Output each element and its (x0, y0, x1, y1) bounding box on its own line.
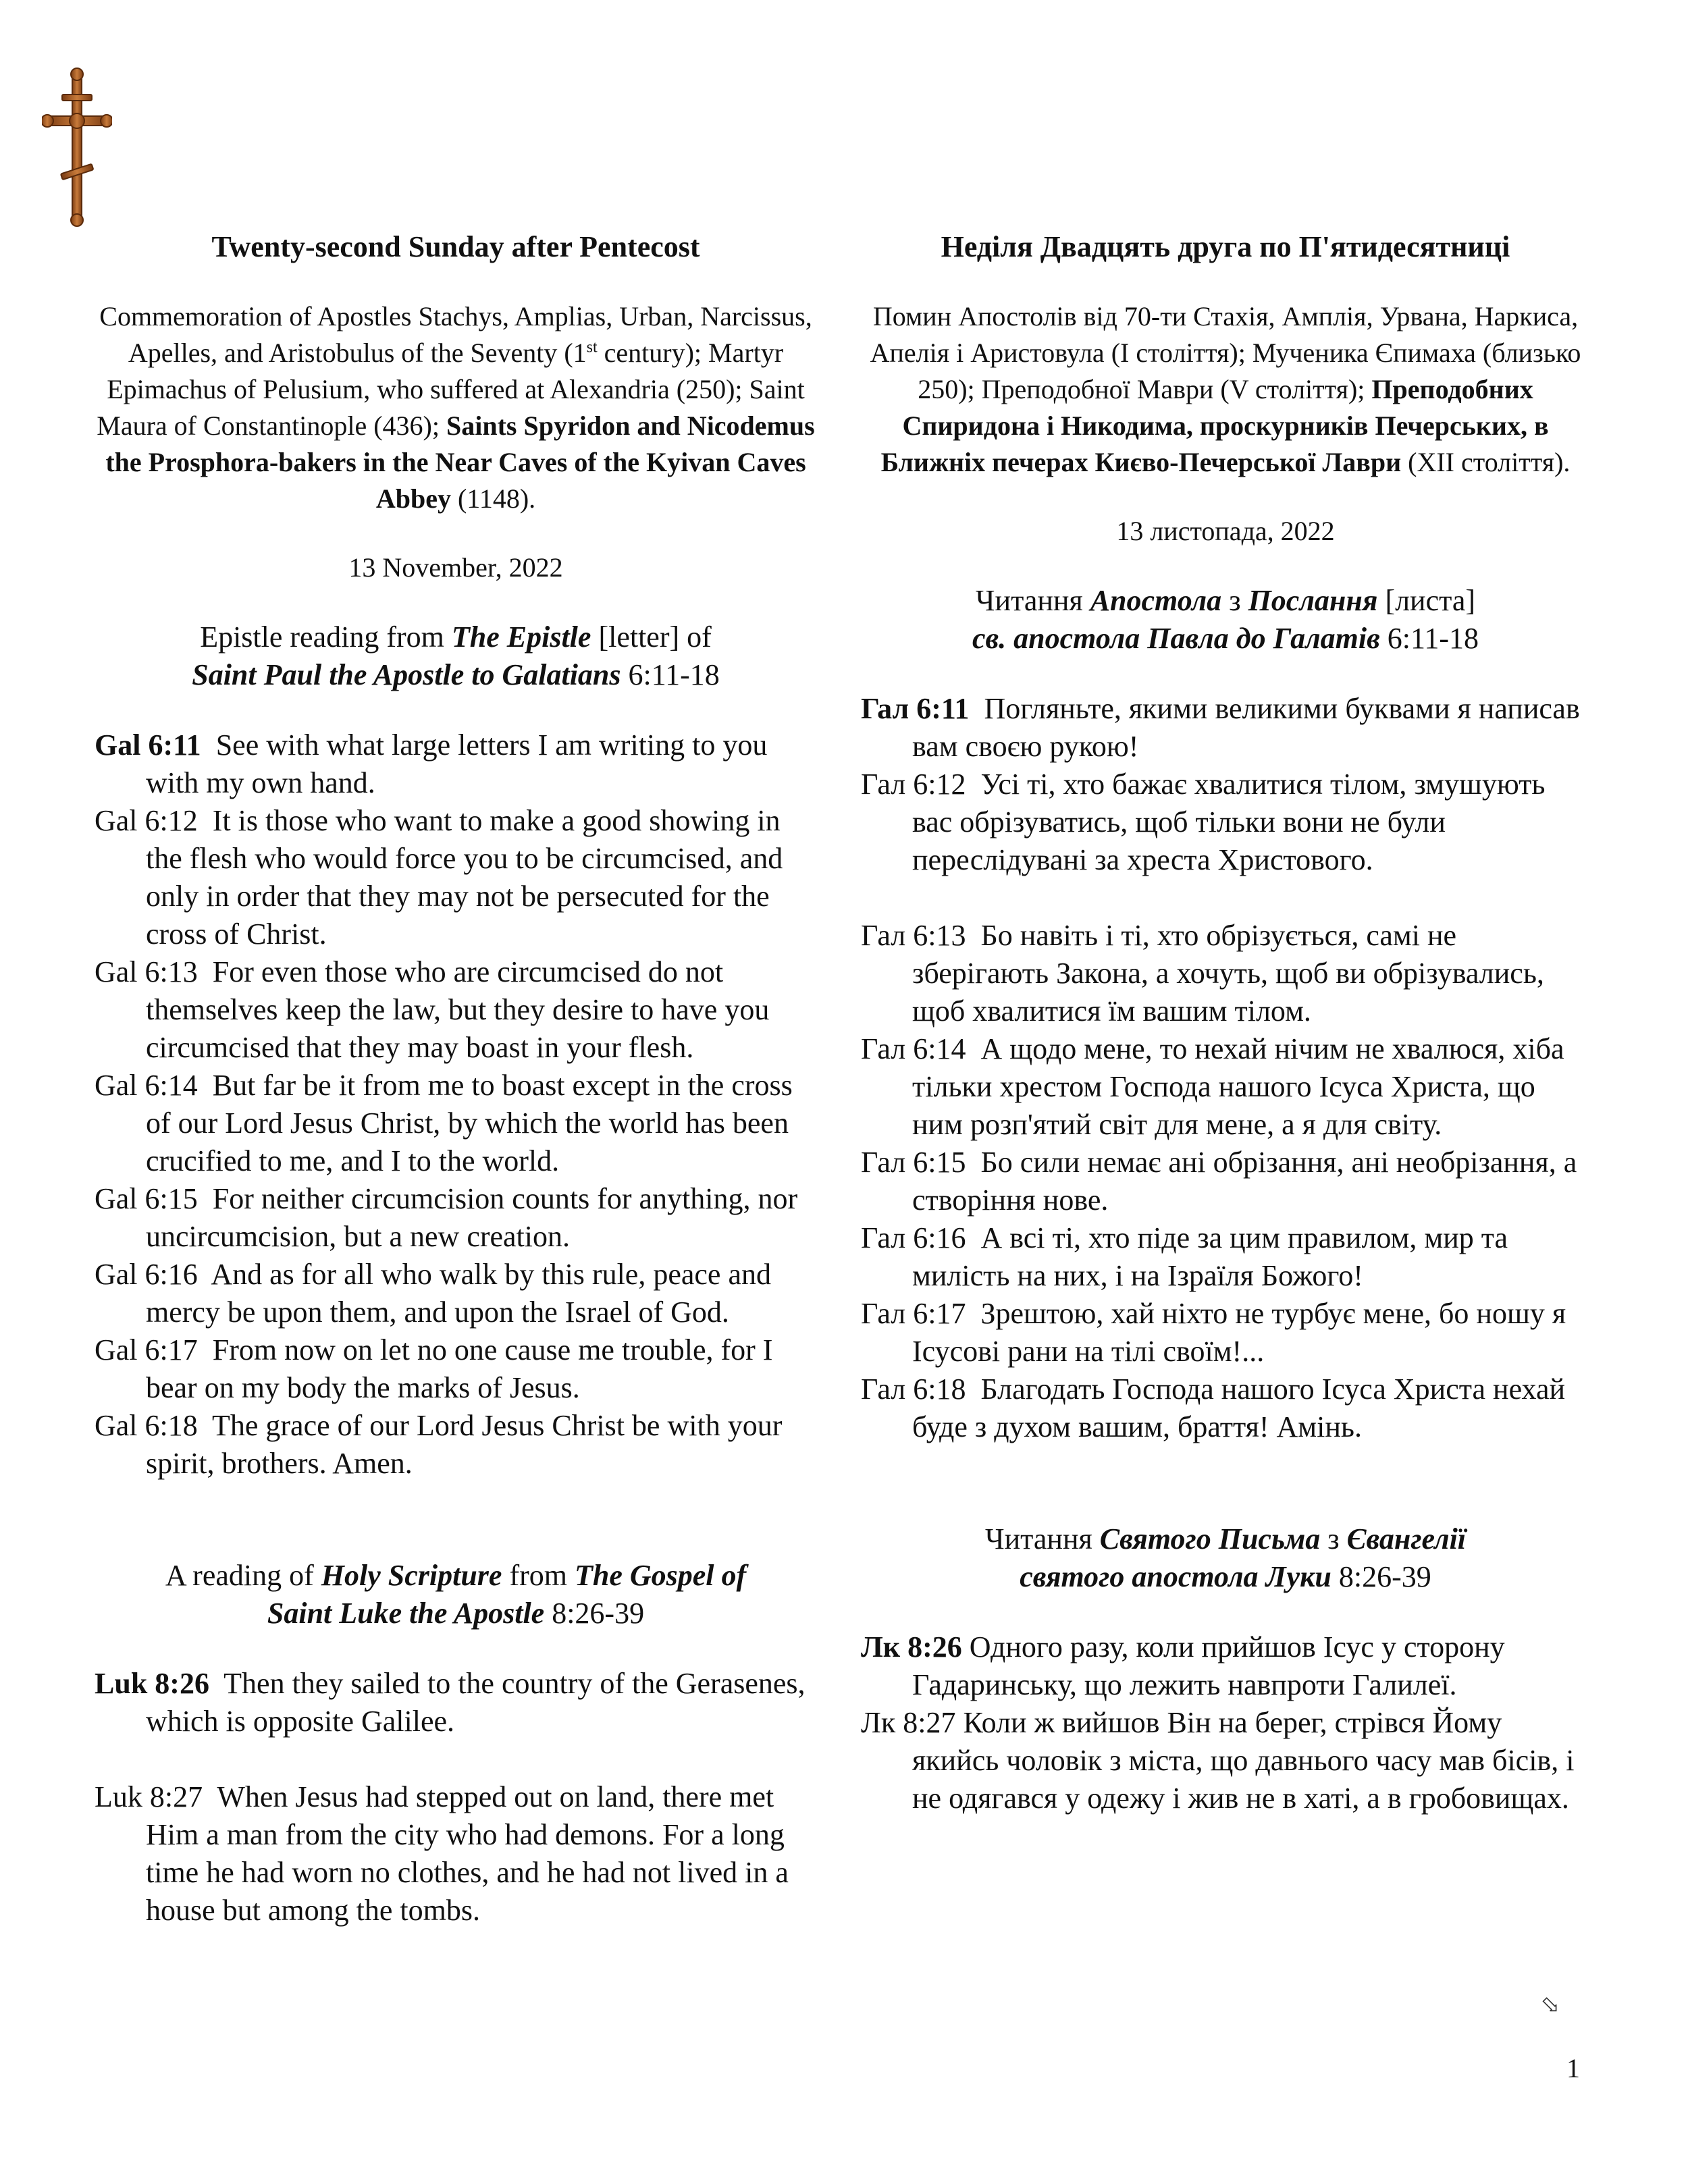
date-uk: 13 листопада, 2022 (1116, 516, 1335, 546)
epistle-verses-uk (861, 690, 1590, 1446)
verse-text: For even those who are circumcised do not themselves keep the law, but they desire to have you circumcised that they may boast in your flesh. (146, 955, 770, 1064)
verse-ref: Гал 6:12 (861, 768, 966, 801)
verse-ref: Gal 6:17 (95, 1333, 198, 1366)
verse (95, 1067, 817, 1180)
heading-text: [letter] of (591, 620, 712, 654)
verse (95, 1778, 817, 1929)
verse (95, 1407, 817, 1483)
heading-text: 8:26-39 (544, 1597, 645, 1630)
heading-bold: Євангелії (1346, 1522, 1467, 1555)
verse (861, 690, 1590, 766)
heading-text: Читання (984, 1522, 1100, 1555)
verse-text: Погляньте, якими великими буквами я написав вам своєю рукою! (912, 692, 1580, 763)
verse-text: Одного разу, коли прийшов Ісус у сторону Гадаринську, що лежить навпроти Галилеї. (912, 1630, 1505, 1701)
english-column (95, 228, 817, 1929)
verse-ref: Gal 6:16 (95, 1258, 198, 1291)
verse (95, 953, 817, 1067)
heading-text: Epistle reading from (200, 620, 452, 654)
commemoration-text: century); Martyr Epimachus of Pelusium, who suffered at Alexandria (250); Saint Maura of Constantinople (436); (97, 338, 805, 441)
verse-text: Then they sailed to the country of the Gerasenes, which is opposite Galilee. (146, 1667, 806, 1738)
verse-ref: Luk 8:27 (95, 1780, 203, 1813)
page-number: 1 (1566, 2053, 1580, 2083)
heading-bold: Апостола (1090, 584, 1222, 617)
superscript: st (586, 338, 598, 356)
verse-text: It is those who want to make a good showing in the flesh who would force you to be circumcised, and only in order that they may not be persecuted for the cross of Christ. (146, 804, 783, 951)
verse-ref: Gal 6:12 (95, 804, 198, 837)
heading-text: A reading of (165, 1559, 321, 1592)
epistle-heading-en (95, 618, 817, 694)
cross-icon (42, 68, 112, 227)
epistle-verses-en (95, 726, 817, 1483)
verse-text: Бо навіть і ті, хто обрізується, самі не зберігають Закона, а хочуть, щоб ви обрізувались, щоб хвалитися їм вашим тілом. (912, 919, 1544, 1028)
epistle-heading-uk (861, 582, 1590, 658)
verse-ref: Gal 6:15 (95, 1182, 198, 1215)
verse-ref: Gal 6:14 (95, 1069, 198, 1102)
verse-text: When Jesus had stepped out on land, there met Him a man from the city who had demons. For a long time he had worn no clothes, and he had not lived in a house but among the tombs. (146, 1780, 789, 1927)
verse-ref: Гал 6:15 (861, 1146, 966, 1179)
verse-text: Усі ті, хто бажає хвалитися тілом, змушують вас обрізуватись, щоб тільки вони не були переслідувані за хреста Христового. (912, 768, 1546, 876)
verse (861, 1219, 1590, 1295)
verse-ref: Гал 6:11 (861, 692, 970, 725)
commemoration-text: (XII століття). (1401, 447, 1571, 477)
page-title-uk: Неділя Двадцять друга по П'ятидесятниці (941, 230, 1510, 263)
verse-ref: Гал 6:16 (861, 1221, 966, 1254)
heading-bold: Saint Luke the Apostle (267, 1597, 545, 1630)
heading-text: Читання (975, 584, 1090, 617)
commemoration-text: Помин Апостолів від 70-ти Стахія, Амплія, Урвана, Наркиса, Апелія і Аристовула (І століття); Мученика Єпимаха (близько 250); Преподобної Маври (V століття); (870, 301, 1581, 404)
verse-text: But far be it from me to boast except in the cross of our Lord Jesus Christ, by which the world has been crucified to me, and I to the world. (146, 1069, 793, 1177)
verse-ref: Гал 6:18 (861, 1373, 966, 1406)
commemoration-en (95, 298, 817, 517)
verse-ref: Лк 8:26 (861, 1630, 962, 1663)
spacer (95, 1740, 817, 1778)
verse (861, 1144, 1590, 1219)
verse (861, 766, 1590, 879)
verse-ref: Luk 8:26 (95, 1667, 209, 1700)
verse-ref: Gal 6:13 (95, 955, 198, 988)
verse-text: А щодо мене, то нехай нічим не хвалюся, хіба тільки хрестом Господа нашого Ісуса Христа, що ним розп'ятий світ для мене, а я для світу. (912, 1032, 1564, 1141)
gospel-heading-en (95, 1557, 817, 1632)
verse (95, 726, 817, 802)
verse (861, 1295, 1590, 1370)
commemoration-bold: Преподобних Спиридона і Никодима, проскурників Печерських, в Ближніх печерах Києво-Печерської Лаври (880, 374, 1549, 477)
heading-bold: Святого Письма (1099, 1522, 1321, 1555)
verse (95, 1256, 817, 1331)
heading-text: з (1221, 584, 1248, 617)
commemoration-uk (861, 298, 1590, 481)
date-en: 13 November, 2022 (348, 552, 563, 583)
continue-arrow-icon: ⬂ (1541, 1993, 1560, 2018)
verse (861, 1704, 1590, 1817)
verse-text: For neither circumcision counts for anything, nor uncircumcision, but a new creation. (146, 1182, 798, 1253)
gospel-heading-uk (861, 1520, 1590, 1596)
verse (861, 917, 1590, 1030)
heading-bold: Holy Scripture (321, 1559, 502, 1592)
heading-bold: The Gospel of (574, 1559, 747, 1592)
verse-text: Зрештою, хай ніхто не турбує мене, бо ношу я Ісусові рани на тілі своїм!... (912, 1297, 1566, 1368)
heading-bold: св. апостола Павла до Галатів (972, 622, 1380, 655)
verse-text: And as for all who walk by this rule, peace and mercy be upon them, and upon the Israel of God. (146, 1258, 771, 1329)
gospel-verses-uk (861, 1628, 1590, 1817)
verse-text: From now on let no one cause me trouble, for I bear on my body the marks of Jesus. (146, 1333, 773, 1404)
verse-ref: Лк 8:27 (861, 1706, 956, 1739)
heading-text: 6:11-18 (621, 658, 720, 691)
verse-ref: Gal 6:11 (95, 728, 201, 762)
heading-text: [листа] (1377, 584, 1476, 617)
spacer (95, 1483, 817, 1557)
verse (95, 1665, 817, 1740)
verse-text: See with what large letters I am writing to you with my own hand. (146, 728, 768, 799)
verse (861, 1628, 1590, 1704)
verse (861, 1370, 1590, 1446)
verse (95, 802, 817, 953)
verse-ref: Gal 6:18 (95, 1409, 198, 1442)
commemoration-text: Commemoration of Apostles Stachys, Amplias, Urban, Narcissus, Apelles, and Aristobulus of the Seventy (1 (99, 301, 812, 368)
heading-text: from (502, 1559, 575, 1592)
commemoration-text: (1148). (450, 483, 536, 514)
spacer (861, 1446, 1590, 1520)
verse (861, 1030, 1590, 1144)
verse-ref: Гал 6:13 (861, 919, 966, 952)
verse (95, 1331, 817, 1407)
verse-text: А всі ті, хто піде за цим правилом, мир та милість на них, і на Ізраїля Божого! (912, 1221, 1508, 1292)
verse-ref: Гал 6:17 (861, 1297, 966, 1330)
commemoration-bold: Saints Spyridon and Nicodemus the Prosphora-bakers in the Near Caves of the Kyivan Caves Abbey (105, 410, 815, 514)
verse-ref: Гал 6:14 (861, 1032, 966, 1065)
verse-text: Коли ж вийшов Він на берег, стрівся Йому якийсь чоловік з міста, що давнього часу мав бісів, і не одягався у одежу і жив не в хаті, а в гробовищах. (912, 1706, 1575, 1815)
verse-text: Бо сили немає ані обрізання, ані необрізання, а створіння нове. (912, 1146, 1577, 1217)
heading-text: 8:26-39 (1331, 1560, 1431, 1593)
spacer (861, 879, 1590, 917)
ukrainian-column (861, 228, 1590, 1817)
heading-bold: Saint Paul the Apostle to Galatians (192, 658, 621, 691)
verse-text: The grace of our Lord Jesus Christ be with your spirit, brothers. Amen. (146, 1409, 783, 1480)
verse-text: Благодать Господа нашого Ісуса Христа нехай буде з духом вашим, браття! Амінь. (912, 1373, 1566, 1443)
gospel-verses-en (95, 1665, 817, 1929)
verse (95, 1180, 817, 1256)
heading-bold: Послання (1248, 584, 1378, 617)
page-title-en: Twenty-second Sunday after Pentecost (211, 230, 700, 263)
heading-bold: святого апостола Луки (1020, 1560, 1331, 1593)
heading-text: 6:11-18 (1379, 622, 1479, 655)
heading-text: з (1320, 1522, 1347, 1555)
heading-bold: The Epistle (451, 620, 591, 654)
